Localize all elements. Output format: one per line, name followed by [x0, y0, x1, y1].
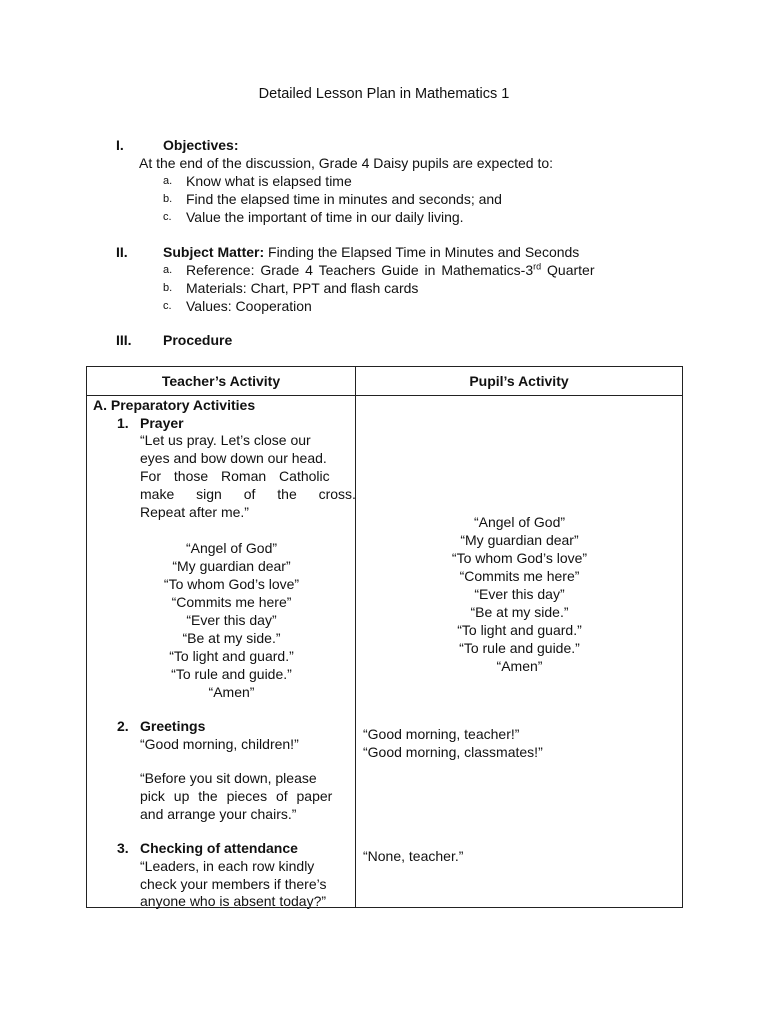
table-row — [87, 396, 683, 908]
reference-quarter: Quarter — [541, 262, 595, 278]
subject-matter-heading: Subject Matter: — [163, 244, 265, 260]
attendance-teacher-line: check your members if there’s — [140, 876, 327, 892]
objectives-intro: At the end of the discussion, Grade 4 Daisy pupils are expected to: — [139, 155, 554, 171]
activity-table — [86, 366, 683, 908]
pupil-activity-header: Pupil’s Activity — [356, 367, 683, 396]
pupil-greeting-line: “Good morning, teacher!” — [363, 726, 520, 742]
table-header-row — [87, 367, 683, 396]
greetings-teacher-line: “Before you sit down, please — [140, 770, 317, 786]
prayer-verse-line: “Amen” — [208, 684, 255, 700]
attendance-heading: Checking of attendance — [140, 840, 298, 856]
attendance-teacher-line: “Leaders, in each row kindly — [140, 858, 315, 874]
pupil-verse-line: “Be at my side.” — [470, 604, 569, 620]
prayer-verse-line: “Angel of God” — [185, 540, 278, 556]
prayer-intro-line: make sign of the cross. — [140, 486, 356, 502]
subject-item: Materials: Chart, PPT and flash cards — [186, 280, 419, 296]
prayer-intro-line: For those Roman Catholic — [140, 468, 330, 484]
section-heading: A. Preparatory Activities — [93, 397, 256, 413]
prayer-verse-line: “To light and guard.” — [169, 648, 294, 664]
subject-matter-topic: Finding the Elapsed Time in Minutes and Seconds — [264, 244, 580, 260]
prayer-verse-line: “To whom God’s love” — [163, 576, 300, 592]
prayer-heading: Prayer — [140, 415, 184, 431]
prayer-verse-line: “Be at my side.” — [182, 630, 281, 646]
prayer-verse-line: “Commits me here” — [171, 594, 292, 610]
document-title: Detailed Lesson Plan in Mathematics 1 — [258, 86, 510, 102]
pupil-activity-cell — [356, 396, 683, 908]
prayer-intro-line: eyes and bow down our head. — [140, 450, 327, 466]
subject-letter: c. — [163, 300, 172, 312]
objective-letter: c. — [163, 211, 172, 223]
objective-letter: b. — [163, 193, 173, 205]
attendance-teacher-line: anyone who is absent today?” — [140, 893, 327, 909]
pupil-greeting-line: “Good morning, classmates!” — [363, 744, 543, 760]
pupil-verse-line: “Angel of God” — [473, 514, 566, 530]
pupil-attendance-line: “None, teacher.” — [363, 848, 464, 864]
greetings-heading: Greetings — [140, 718, 206, 734]
pupil-verse-line: “To whom God’s love” — [451, 550, 588, 566]
procedure-heading: Procedure — [163, 332, 233, 348]
subject-item-reference — [186, 262, 595, 278]
subject-letter: a. — [163, 264, 173, 276]
objectives-heading: Objectives: — [163, 137, 239, 153]
prayer-intro-line: “Let us pray. Let’s close our — [140, 432, 311, 448]
prayer-number: 1. — [117, 415, 129, 431]
pupil-verse-line: “To rule and guide.” — [459, 640, 580, 656]
objective-item: Know what is elapsed time — [186, 173, 352, 189]
teacher-activity-header: Teacher’s Activity — [87, 367, 356, 396]
subject-matter-line — [163, 244, 579, 260]
prayer-verse-line: “To rule and guide.” — [171, 666, 292, 682]
reference-text: Reference: Grade 4 Teachers Guide in Mathematics-3 — [186, 262, 534, 278]
greetings-number: 2. — [117, 718, 129, 734]
procedure-numeral: III. — [116, 332, 132, 348]
subject-matter-numeral: II. — [116, 244, 128, 260]
pupil-verse-line: “Ever this day” — [474, 586, 565, 602]
attendance-number: 3. — [117, 840, 129, 856]
objective-item: Find the elapsed time in minutes and seconds; and — [186, 191, 502, 207]
greetings-teacher-line: and arrange your chairs.” — [140, 806, 297, 822]
subject-item: Values: Cooperation — [186, 298, 312, 314]
greetings-teacher-line: “Good morning, children!” — [140, 736, 299, 752]
subject-letter: b. — [163, 282, 173, 294]
objective-letter: a. — [163, 175, 173, 187]
pupil-verse-line: “Commits me here” — [459, 568, 580, 584]
prayer-verse-line: “My guardian dear” — [172, 558, 291, 574]
pupil-verse-line: “My guardian dear” — [460, 532, 579, 548]
greetings-teacher-line: pick up the pieces of paper — [140, 788, 333, 804]
objective-item: Value the important of time in our daily living. — [186, 209, 464, 225]
pupil-verse-line: “Amen” — [496, 658, 543, 674]
teacher-activity-cell — [87, 396, 356, 908]
objectives-numeral: I. — [116, 137, 124, 153]
prayer-intro-line: Repeat after me.” — [140, 504, 249, 520]
reference-superscript: rd — [533, 261, 542, 272]
prayer-verse-line: “Ever this day” — [186, 612, 277, 628]
pupil-verse-line: “To light and guard.” — [457, 622, 582, 638]
